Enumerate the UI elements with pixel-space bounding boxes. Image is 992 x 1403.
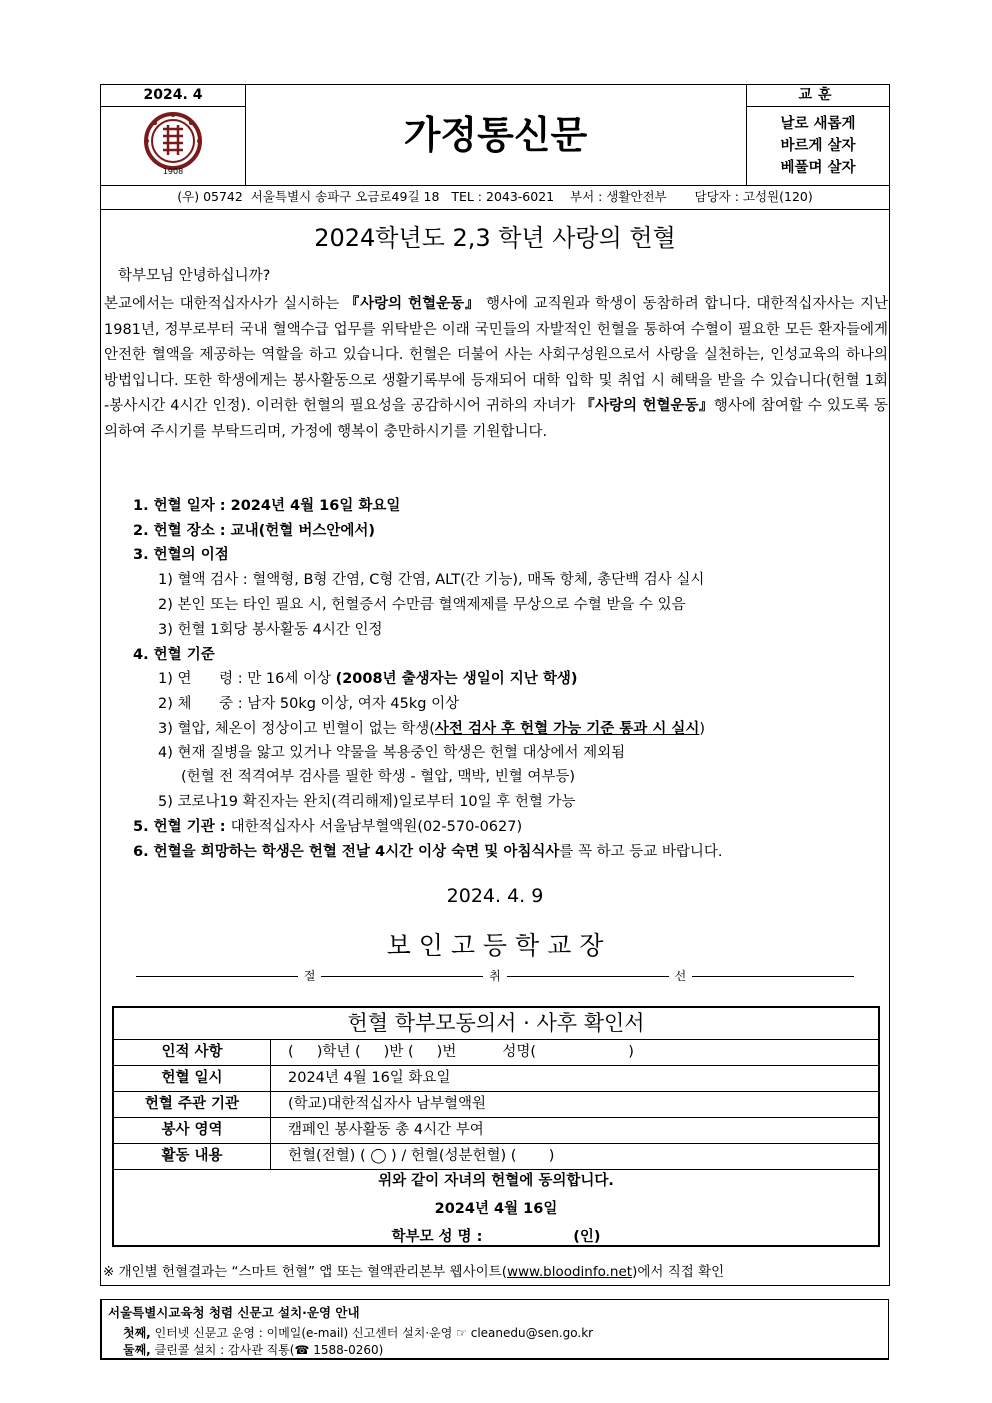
consent-form xyxy=(112,1006,880,1247)
intro-text: 본교에서는 대한적십자사가 실시하는 xyxy=(104,296,345,312)
item-value: 대한적십자사 서울남부혈액원(02-570-0627) xyxy=(230,819,523,835)
cut-dash xyxy=(136,976,298,977)
item-label: 5. 헌혈 기관 : xyxy=(133,819,231,835)
criteria-emphasis: 사전 검사 후 헌혈 가능 기준 통과 시 실시 xyxy=(434,721,700,737)
intro-text: 행사에 교직원과 학생이 동참하려 합니다. 대한적십자사는 지난 1981년, 정부로부터 국내 혈액수급 업무를 위탁받은 이래 국민들의 자발적인 헌혈을 통하여 수혈이 필요한 모든 환자들에게 안전한 혈액을 제공하는 역할을 하고 있습니다. 헌혈은 더불어 사는 사회구성원으로서 사랑을 실천하는, 인성교육의 하나의 방법입니다. 또한 학생에게는 봉사활동으로 생활기록부에 등재되어 대학 입학 및 취업 시 혜택을 받을 수 있습니다(헌혈 1회 -봉사시간 4시간 인정). 이러한 헌혈의 필요성을 공감하시어 귀하의 자녀가 xyxy=(104,296,888,414)
form-row-label: 봉사 영역 xyxy=(114,1118,271,1143)
motto-line: 바르게 살자 xyxy=(780,138,856,154)
criteria-emphasis: (2008년 출생자는 생일이 지난 학생) xyxy=(335,671,578,687)
integrity-notice xyxy=(100,1299,889,1360)
issue-date: 2024. 4 xyxy=(101,85,245,107)
cut-dash xyxy=(321,976,483,977)
cut-label: 절 xyxy=(303,969,316,983)
principal-signature: 보 인 고 등 학 교 장 xyxy=(386,931,604,960)
form-row-label: 헌혈 주관 기관 xyxy=(114,1092,271,1117)
criteria-1 xyxy=(158,667,577,691)
notice-line-label: 첫째, xyxy=(123,1326,151,1340)
item-label: 6. 헌혈을 희망하는 학생은 xyxy=(133,844,309,860)
document-title: 2024학년도 2,3 학년 사랑의 헌혈 xyxy=(314,224,676,252)
notice-line xyxy=(123,1324,593,1341)
form-row-value: 캠페인 봉사활동 총 4시간 부여 xyxy=(288,1122,484,1138)
note-text: )에서 직접 확인 xyxy=(632,1264,725,1280)
donation-type-field[interactable]: 헌혈(전혈) ( ◯ ) / 헌혈(성분헌혈) ( ) xyxy=(288,1148,555,1164)
benefit-2: 2) 본인 또는 타인 필요 시, 헌혈증서 수만큼 혈액제제를 무상으로 수혈 받을 수 있음 xyxy=(158,597,686,613)
notice-line-text: 인터넷 신문고 운영 : 이메일(e-mail) 신고센터 설치·운영 ☞ cleanedu@sen.go.kr xyxy=(150,1326,594,1340)
form-row-value: (학교)대한적십자사 남부혈액원 xyxy=(288,1096,487,1112)
criteria-5: 5) 코로나19 확진자는 완치(격리해제)일로부터 10일 후 헌혈 가능 xyxy=(158,794,576,810)
notice-line xyxy=(123,1341,383,1358)
form-row-label: 활동 내용 xyxy=(114,1144,271,1169)
address-line: (우) 05742 서울특별시 송파구 오금로49길 18 TEL : 2043-6021 부서 : 생활안전부 담당자 : 고성원(120) xyxy=(100,186,890,210)
item-preparation xyxy=(133,840,722,864)
form-row-label: 인적 사항 xyxy=(114,1040,271,1065)
item-value: 를 꼭 하고 등교 바랍니다. xyxy=(559,844,723,860)
form-row-value: 2024년 4월 16일 화요일 xyxy=(288,1070,451,1086)
greeting: 학부모님 안녕하십니까? xyxy=(118,268,271,284)
criteria-4: 4) 현재 질병을 앓고 있거나 약물을 복용중인 학생은 헌혈 대상에서 제외됨 xyxy=(158,745,626,761)
notice-line-text: 클린콜 설치 : 감사관 직통(☎ 1588-0260) xyxy=(150,1343,384,1357)
cut-dash xyxy=(692,976,854,977)
school-motto-box xyxy=(746,85,889,185)
criteria-text: 3) 혈압, 체온이 정상이고 빈혈이 없는 학생( xyxy=(158,721,435,737)
consent-statement: 위와 같이 자녀의 헌혈에 동의합니다. xyxy=(378,1173,614,1189)
form-row xyxy=(114,1066,878,1092)
item-agency xyxy=(133,815,522,839)
benefit-1: 1) 혈액 검사 : 혈액형, B형 간염, C형 간염, ALT(간 기능), 매독 항체, 총단백 검사 실시 xyxy=(158,572,705,588)
results-note xyxy=(103,1262,724,1282)
form-row xyxy=(114,1118,878,1144)
student-info-field[interactable]: ( )학년 ( )반 ( )번 성명( ) xyxy=(288,1044,634,1060)
notice-title: 서울특별시교육청 청렴 신문고 설치·운영 안내 xyxy=(108,1305,360,1320)
cut-label: 선 xyxy=(674,969,687,983)
consent-date: 2024년 4월 16일 xyxy=(434,1201,558,1217)
motto-line: 날로 새롭게 xyxy=(780,116,856,132)
newsletter-header xyxy=(100,84,890,186)
item-date: 1. 헌혈 일자 : 2024년 4월 16일 화요일 xyxy=(133,498,401,514)
form-row xyxy=(114,1040,878,1066)
item-emphasis: 헌혈 전날 4시간 이상 숙면 및 아침식사 xyxy=(308,844,560,860)
motto-line: 베풀며 살자 xyxy=(780,160,856,176)
motto-label: 교훈 xyxy=(747,85,889,107)
cut-line xyxy=(130,968,860,984)
header-left-cell xyxy=(101,85,246,185)
intro-paragraph xyxy=(104,292,888,445)
criteria-text: 1) 연 령 : 만 16세 이상 xyxy=(158,671,336,687)
criteria-3 xyxy=(158,717,705,741)
note-text: ※ 개인별 헌혈결과는 “스마트 헌혈” 앱 또는 혈액관리본부 웹사이트( xyxy=(103,1264,507,1280)
criteria-4-detail: (헌혈 전 적격여부 검사를 필한 학생 - 혈압, 맥박, 빈혈 여부등) xyxy=(181,769,576,785)
item-place: 2. 헌혈 장소 : 교내(헌혈 버스안에서) xyxy=(133,523,375,539)
form-row xyxy=(114,1092,878,1118)
campaign-name: 『사랑의 헌혈운동』 xyxy=(344,296,481,312)
motto-lines xyxy=(747,107,889,179)
cut-label: 취 xyxy=(489,969,501,983)
item-criteria: 4. 헌혈 기준 xyxy=(133,647,215,663)
notice-line-label: 둘째, xyxy=(123,1343,151,1357)
school-emblem-icon xyxy=(141,111,205,177)
criteria-2: 2) 체 중 : 남자 50kg 이상, 여자 45kg 이상 xyxy=(158,696,460,712)
item-benefits: 3. 헌혈의 이점 xyxy=(133,547,229,563)
intro-text: 행사에 참여할 수 있도록 동의하여 주시기를 부탁드리며, 가정에 행복이 충만하시기를 기원합니다. xyxy=(104,398,888,440)
benefit-3: 3) 헌혈 1회당 봉사활동 4시간 인정 xyxy=(158,622,383,638)
criteria-text: ) xyxy=(699,721,706,737)
blood-info-link[interactable]: www.bloodinfo.net xyxy=(506,1264,633,1280)
campaign-name: 『사랑의 헌혈운동』 xyxy=(580,398,714,414)
parent-signature-field[interactable]: 학부모 성 명 : (인) xyxy=(391,1229,601,1245)
form-title: 헌혈 학부모동의서 · 사후 확인서 xyxy=(114,1008,878,1040)
form-row-label: 헌혈 일시 xyxy=(114,1066,271,1091)
cut-dash xyxy=(507,976,669,977)
newsletter-title: 가정통신문 xyxy=(403,113,588,157)
emblem-year: 1908 xyxy=(162,167,184,176)
notice-date: 2024. 4. 9 xyxy=(446,885,544,907)
